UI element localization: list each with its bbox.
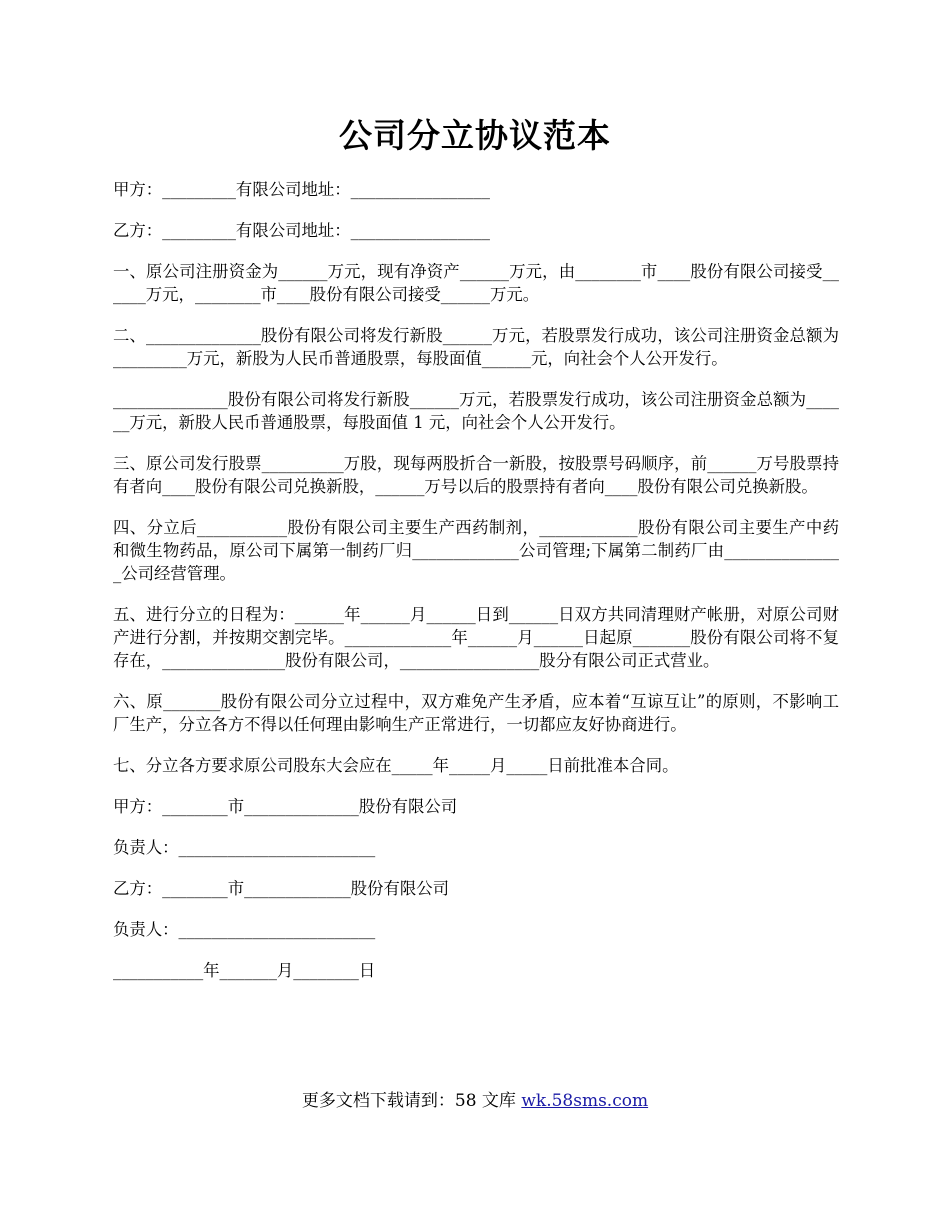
clause-2-continued: ______________股份有限公司将发行新股______万元，若股票发行成功，该公司注册资金总额为______万元，新股人民币普通股票，每股面值 1 元，向社会个人公开发行。	[113, 390, 839, 432]
party-a-address-line: 甲方：_________有限公司地址：_________________	[113, 180, 490, 199]
party-a-representative-line: 负责人：________________________	[113, 838, 376, 857]
clause-4: 四、分立后___________股份有限公司主要生产西药制剂，____________股份有限公司主要生产中药和微生物药品，原公司下属第一制药厂归_____________公司管理;下属第二制药厂由_______________公司经营管理。	[113, 518, 839, 583]
clause-6: 六、原_______股份有限公司分立过程中，双方难免产生矛盾，应本着“互谅互让”的原则，不影响工厂生产，分立各方不得以任何理由影响生产正常进行，一切都应友好协商进行。	[113, 692, 839, 734]
clause-5: 五、进行分立的日程为：______年______月______日到______日双方共同清理财产帐册，对原公司财产进行分割，并按期交割完毕。_____________年______月______日起原_______股份有限公司将不复存在，_______________股份有限公司，_________________股分有限公司正式营业。	[113, 605, 839, 670]
clause-7: 七、分立各方要求原公司股东大会应在_____年_____月_____日前批准本合同。	[113, 756, 679, 775]
date-line: ___________年_______月________日	[113, 961, 376, 980]
clause-1: 一、原公司注册资金为______万元，现有净资产______万元，由________市____股份有限公司接受______万元，________市____股份有限公司接受______万元。	[113, 262, 839, 304]
clause-3: 三、原公司发行股票__________万股，现每两股折合一新股，按股票号码顺序，前______万号股票持有者向____股份有限公司兑换新股，______万号以后的股票持有者向____股份有限公司兑换新股。	[113, 454, 839, 496]
footer-link[interactable]: wk.58sms.com	[521, 1091, 649, 1111]
footer-text: 更多文档下载请到：58 文库	[301, 1091, 522, 1111]
footer	[0, 1089, 950, 1113]
party-a-signature-line: 甲方：________市______________股份有限公司	[113, 797, 458, 816]
party-b-representative-line: 负责人：________________________	[113, 920, 376, 939]
document-title: 公司分立协议范本	[339, 116, 611, 155]
document-body	[113, 178, 839, 1000]
party-b-address-line: 乙方：_________有限公司地址：_________________	[113, 221, 490, 240]
party-b-signature-line: 乙方：________市_____________股份有限公司	[113, 879, 450, 898]
clause-2: 二、______________股份有限公司将发行新股______万元，若股票发行成功，该公司注册资金总额为_________万元，新股为人民币普通股票，每股面值______元，向社会个人公开发行。	[113, 326, 839, 368]
